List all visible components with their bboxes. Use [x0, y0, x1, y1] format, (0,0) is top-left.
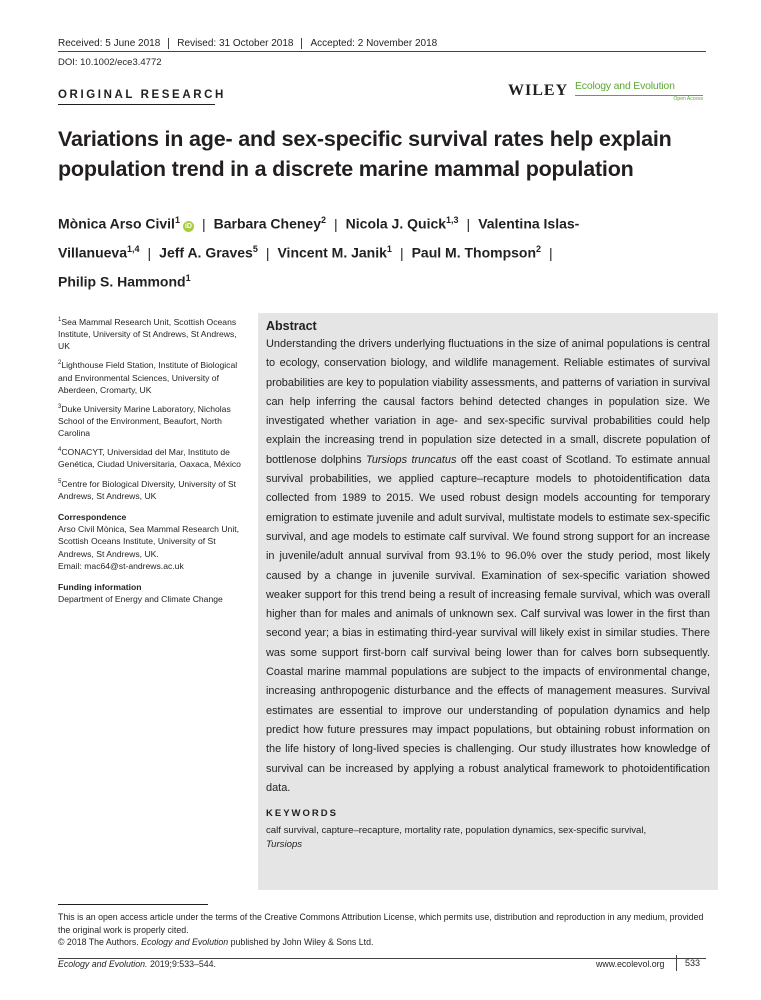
affiliation-sup: 4	[58, 447, 62, 454]
author-sup: 1,3	[446, 215, 459, 225]
affiliation-text: Lighthouse Field Station, Institute of Biological and Environmental Sciences, University of Aberdeen, Cromarty, UK	[58, 360, 238, 395]
copyright-line	[58, 936, 708, 949]
affiliation-text: CONACYT, Universidad del Mar, Instituto de Genética, Ciudad Universitaria, Oaxaca, México	[58, 447, 241, 470]
wiley-logo: WILEY	[508, 82, 569, 99]
license-block	[58, 911, 708, 949]
author-separator: |	[201, 215, 206, 232]
section-label: ORIGINAL RESEARCH	[58, 89, 226, 101]
author-sup: 2	[536, 244, 542, 255]
author-separator: |	[147, 244, 152, 261]
license-text: This is an open access article under the terms of the Creative Commons Attribution License, which permits use, distribution and reproduction in any medium, provided the original work is properly cited.	[58, 912, 704, 935]
affiliation	[58, 476, 243, 502]
affiliation	[58, 444, 243, 470]
author[interactable]: Barbara Cheney	[213, 215, 321, 232]
article-dates	[58, 38, 445, 49]
author-separator: |	[399, 244, 404, 261]
abstract-body	[266, 335, 710, 798]
correspondence-heading: Correspondence	[58, 511, 127, 522]
affiliation-sup: 2	[58, 360, 62, 367]
author-sup: 5	[252, 244, 258, 255]
citation-volume: 2019;9:533–544.	[149, 959, 216, 969]
affiliation-sup: 1	[58, 317, 62, 323]
copyright-suffix: published by John Wiley & Sons Ltd.	[230, 937, 374, 947]
keywords-heading: KEYWORDS	[266, 808, 338, 820]
footer-rule	[58, 904, 208, 905]
copyright-prefix: © 2018 The Authors.	[58, 937, 139, 947]
author-sup: 1	[386, 244, 392, 255]
journal-logo: Ecology and Evolution	[575, 80, 675, 92]
author-sup: 2	[321, 215, 327, 225]
affiliation-sup: 3	[58, 403, 62, 410]
citation	[58, 959, 216, 969]
abstract-text: Understanding the drivers underlying fluctuations in the size of animal populations is central to ecology, conservation biology, and wildlife management. Reliable estimates of survival probabilities are key to population viability assessments, and patterns of variation in survival can help inferring the causal factors behind detected changes in population size. We investigated whether variation in age- and sex-specific survival probabilities could help explain the increasing trend in population size detected in a small, discrete population of bottlenose dolphins	[266, 338, 710, 466]
page-number: 533	[676, 955, 700, 971]
author-separator: |	[549, 244, 553, 261]
author-separator: |	[265, 244, 270, 261]
author[interactable]: Mònica Arso Civil	[58, 215, 175, 232]
affiliation	[58, 401, 243, 439]
citation-journal: Ecology and Evolution.	[58, 959, 148, 969]
author-separator: |	[466, 215, 471, 232]
author-list	[58, 208, 658, 295]
author[interactable]: Philip S. Hammond	[58, 273, 186, 290]
header-divider	[58, 51, 706, 52]
author-sup: 1	[185, 273, 191, 284]
open-access-tag: Open Access	[673, 96, 703, 102]
copyright-journal: Ecology and Evolution	[141, 937, 229, 947]
keywords-text: calf survival, capture–recapture, mortality rate, population dynamics, sex-specific survival,	[266, 825, 647, 837]
keywords-list	[266, 824, 710, 852]
author[interactable]: Paul M. Thompson	[411, 244, 537, 261]
correspondence-text: Arso Civil Mònica, Sea Mammal Research Unit, Scottish Oceans Institute, University of St Andrews, St Andrews, UK.	[58, 524, 240, 559]
abstract-box	[258, 313, 718, 890]
author[interactable]: Jeff A. Graves	[159, 244, 253, 261]
funding-text: Department of Energy and Climate Change	[58, 594, 223, 605]
author-sup: 1	[174, 215, 180, 225]
keywords-species: Tursiops	[266, 839, 303, 851]
accepted-date: Accepted: 2 November 2018	[301, 38, 445, 49]
article-title: Variations in age- and sex-specific survival rates help explain population trend in a discrete marine mammal population	[58, 127, 672, 181]
affiliation	[58, 314, 243, 352]
affiliation	[58, 357, 243, 395]
author[interactable]: Nicola J. Quick	[345, 215, 447, 232]
open-access-rule	[575, 95, 703, 102]
affiliation-text: Duke University Marine Laboratory, Nicholas School of the Environment, Beaufort, North Carolina	[58, 403, 231, 439]
author-sup: 1,4	[127, 244, 140, 255]
affiliation-sup: 5	[58, 478, 62, 485]
affiliation-text: Sea Mammal Research Unit, Scottish Oceans Institute, University of St Andrews, St Andrews, UK	[58, 316, 237, 352]
abstract-text: off the east coast of Scotland. To estimate annual survival probabilities, we applied capture–recapture models to photoidentification data collected from 1989 to 2015. We used robust design models accounting for temporary emigration to estimate juvenile and adult survival, multistate models to estimate sex-specific survival, and age models to estimate calf survival. We found strong support for an increase in juvenile/adult annual survival from 93.1% to 96.0% over the study period, most likely caused by a change in juvenile survival. Examination of sex-specific variation showed weaker support for this trend being a result of increasing female survival, which was overall higher than for males and animals of unknown sex. Calf survival was lower in the first than second year; a bias in estimating third-year survival will likely exist in similar studies. There was some support first-born calf survival being lower than for calves born subsequently. Coastal marine mammal populations are subject to the impacts of environmental change, increasing anthropogenic disturbance and the effects of management measures. Survival estimates are essential to improve our understanding of population dynamics and help predict how future pressures may impact populations, but obtaining robust information on the life history of long-lived species is challenging. Our study illustrates how knowledge of survival can be increased by applying a robust analytical framework to photoidentification data.	[266, 453, 710, 794]
left-column	[58, 314, 243, 605]
revised-date: Revised: 31 October 2018	[168, 38, 301, 49]
author[interactable]: Valentina Islas-Villanueva	[58, 215, 580, 261]
section-rule	[58, 104, 215, 105]
correspondence-block	[58, 523, 243, 572]
journal-website[interactable]: www.ecolevol.org	[596, 959, 665, 969]
received-date: Received: 5 June 2018	[58, 38, 161, 49]
funding-heading: Funding information	[58, 581, 142, 592]
affiliation-text: Centre for Biological Diversity, University of St Andrews, St Andrews, UK	[58, 478, 236, 501]
author[interactable]: Vincent M. Janik	[277, 244, 387, 261]
doi[interactable]: DOI: 10.1002/ece3.4772	[58, 57, 162, 68]
abstract-species: Tursiops truncatus	[365, 453, 457, 466]
author-separator: |	[334, 215, 338, 232]
correspondence-email[interactable]: Email: mac64@st-andrews.ac.uk	[58, 560, 184, 571]
abstract-heading: Abstract	[266, 319, 317, 333]
orcid-icon[interactable]: iD	[184, 222, 192, 230]
